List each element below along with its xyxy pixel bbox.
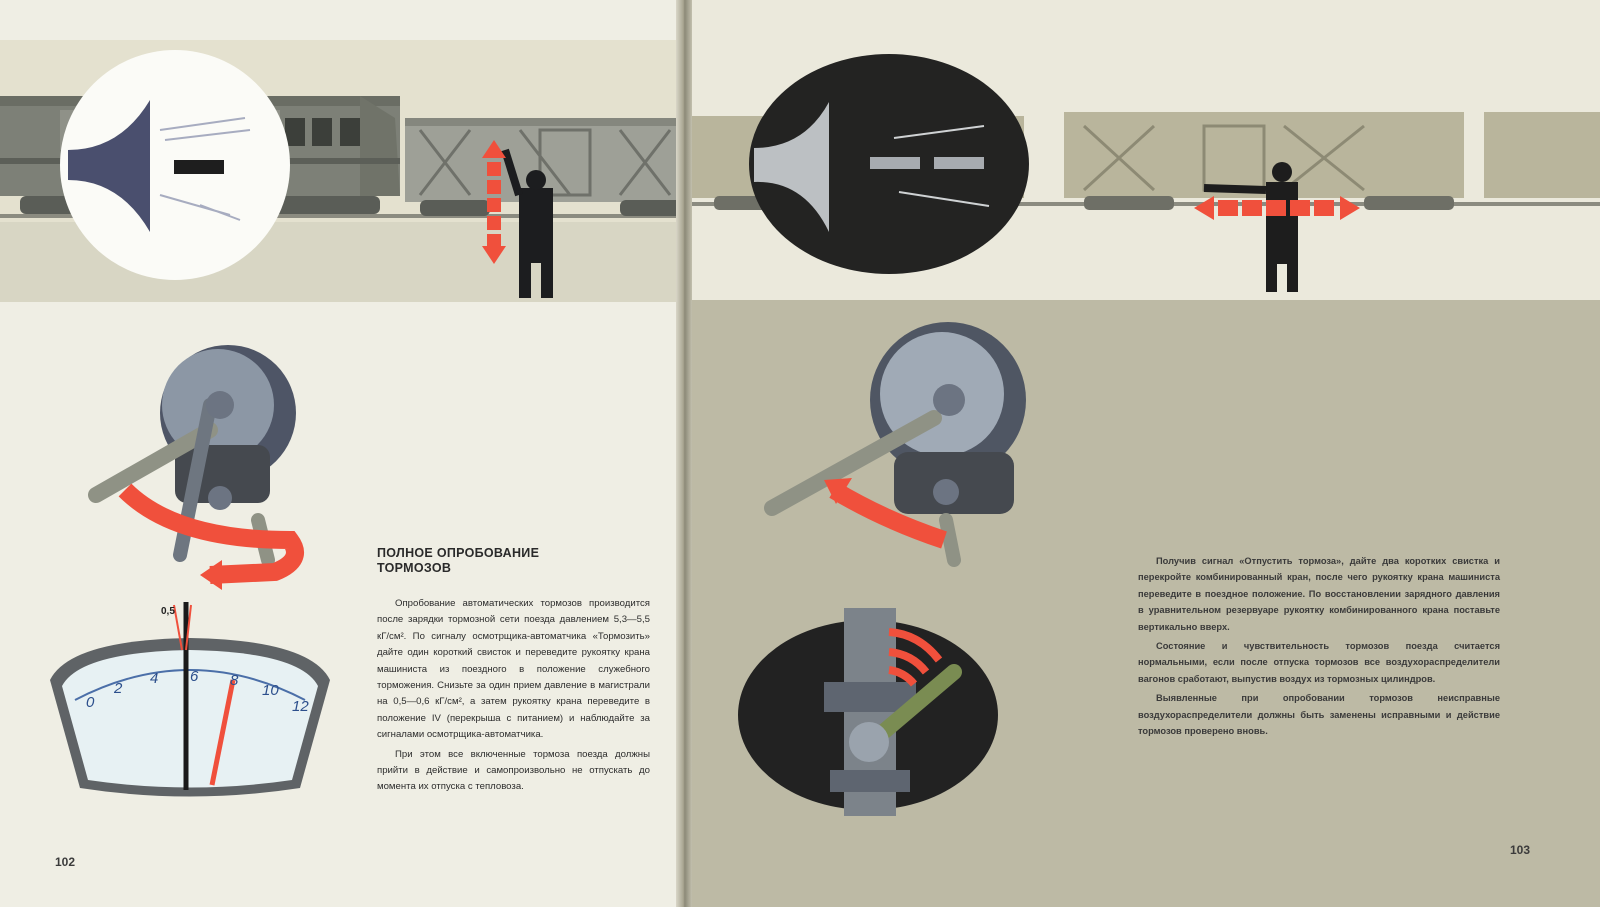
heading-line-2: ТОРМОЗОВ bbox=[377, 561, 452, 575]
horn-signal-ellipse bbox=[749, 54, 1029, 274]
gauge-label-0: 0 bbox=[86, 694, 95, 711]
gauge-label-4: 4 bbox=[150, 670, 159, 687]
left-body-text bbox=[377, 596, 650, 799]
driver-brake-valve bbox=[96, 345, 296, 590]
combined-cock-circle bbox=[738, 608, 998, 816]
left-page bbox=[0, 0, 684, 907]
book-gutter bbox=[676, 0, 692, 907]
pressure-drop-label: 0,5 bbox=[161, 606, 175, 617]
gauge-label-2: 2 bbox=[114, 680, 123, 697]
gauge-label-10: 10 bbox=[262, 682, 279, 699]
left-paragraph-1: Опробование автоматических тормозов производится после зарядки тормозной сети поезда давлением 5,3—5,5 кГ/см². По сигналу осмотрщика-автоматчика «Тормозить» дайте один короткий свисток и переведите рукоятку крана машиниста из поездного в положение служебного торможения. Снизьте за один прием давление в магистрали на 0,5—0,6 кГ/см², а затем рукоятку крана переведите в положение IV (перекрыша с питанием) и наблюдайте за сигналами осмотрщика-автоматчика. bbox=[377, 598, 650, 741]
section-heading bbox=[377, 546, 607, 576]
page-number-left: 102 bbox=[55, 855, 76, 869]
page-number-right: 103 bbox=[1510, 843, 1531, 857]
gauge-label-6: 6 bbox=[190, 668, 199, 685]
right-page-illustration bbox=[684, 0, 1600, 907]
short-whistle-icon bbox=[870, 157, 920, 169]
right-paragraph-3: Выявленные при опробовании тормозов неисправные воздухораспределители должны быть заменены исправными и действие тормозов проверено вновь. bbox=[1138, 693, 1500, 737]
driver-brake-valve bbox=[772, 322, 1026, 560]
horn-signal-circle bbox=[60, 50, 290, 280]
heading-line-1: ПОЛНОЕ ОПРОБОВАНИЕ bbox=[377, 546, 540, 560]
right-paragraph-1: Получив сигнал «Отпустить тормоза», дайте два коротких свистка и перекройте комбинированный кран, после чего рукоятку крана машиниста переведите в поездное положение. По восстановлении зарядного давления в уравнительном резервуаре рукоятку комбинированного крана поставьте вертикально вверх. bbox=[1138, 556, 1500, 632]
short-whistle-icon bbox=[174, 160, 224, 174]
gauge-label-12: 12 bbox=[292, 698, 309, 715]
right-paragraph-2: Состояние и чувствительность тормозов поезда считается нормальными, если после отпуска тормозов все воздухораспределители вагонов сработают, выпустив воздух из тормозных цилиндров. bbox=[1138, 641, 1500, 684]
gauge-label-8: 8 bbox=[230, 672, 239, 689]
short-whistle-icon-2 bbox=[934, 157, 984, 169]
left-paragraph-2: При этом все включенные тормоза поезда должны прийти в действие и самопроизвольно не отпускать до момента их отпуска с тепловоза. bbox=[377, 748, 650, 793]
right-body-text bbox=[1138, 553, 1500, 742]
right-page bbox=[684, 0, 1600, 907]
